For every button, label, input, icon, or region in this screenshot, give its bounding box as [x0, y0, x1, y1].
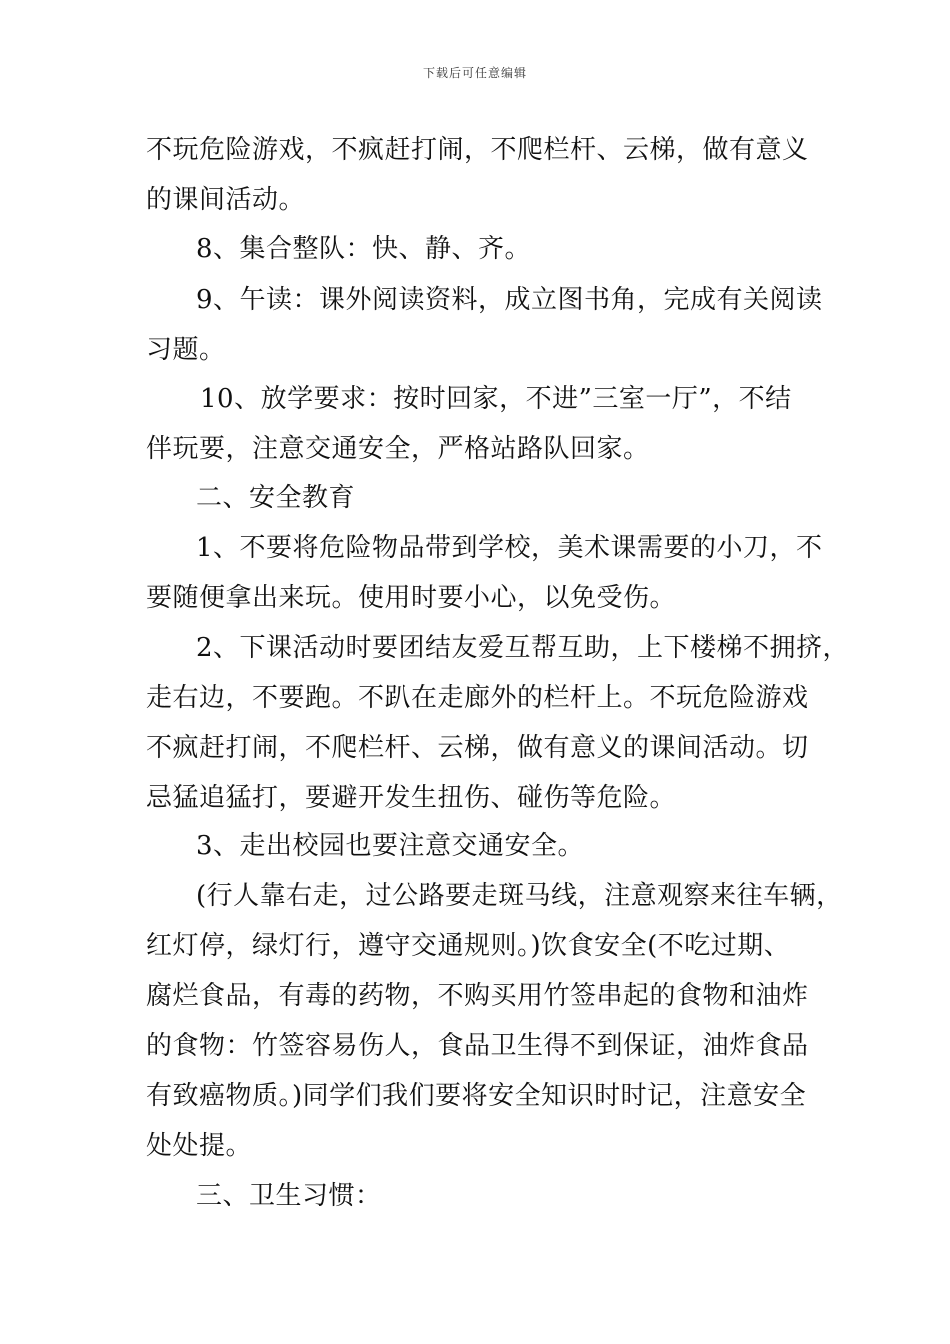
text-line: 忌猛追猛打，要避开发生扭伤、碰伤等危险。 [146, 783, 677, 813]
text-line: (行人靠右走，过公路要走斑马线，注意观察来往车辆， [196, 881, 843, 911]
text-line: 1、不要将危险物品带到学校，美术课需要的小刀，不 [196, 533, 823, 563]
text-line: 不疯赶打闹，不爬栏杆、云梯，做有意义的课间活动。切 [146, 733, 809, 763]
text-line: 处处提。 [146, 1131, 253, 1161]
text-line: 的课间活动。 [146, 185, 306, 215]
text-line: 腐烂食品，有毒的药物，不购买用竹签串起的食物和油炸 [146, 981, 809, 1011]
text-line: 10、放学要求：按时回家，不进”三室一厅”，不结 [200, 384, 792, 414]
text-line: 伴玩要，注意交通安全，严格站路队回家。 [146, 434, 650, 464]
text-line: 2、下课活动时要团结友爱互帮互助，上下楼梯不拥挤， [196, 633, 850, 663]
text-line: 3、走出校园也要注意交通安全。 [196, 831, 585, 861]
section-heading: 三、卫生习惯： [196, 1181, 382, 1211]
text-line: 的食物：竹签容易伤人，食品卫生得不到保证，油炸食品 [146, 1031, 809, 1061]
text-line: 红灯停，绿灯行，遵守交通规则。)饮食安全(不吃过期、 [146, 931, 791, 961]
text-line: 8、集合整队：快、静、齐。 [196, 234, 532, 264]
text-line: 要随便拿出来玩。使用时要小心，以免受伤。 [146, 583, 677, 613]
text-line: 习题。 [146, 335, 226, 365]
text-line: 9、午读：课外阅读资料，成立图书角，完成有关阅读 [196, 285, 823, 315]
text-line: 有致癌物质。)同学们我们要将安全知识时时记，注意安全 [146, 1081, 807, 1111]
page-header-note: 下载后可任意编辑 [422, 66, 527, 80]
text-line: 不玩危险游戏，不疯赶打闹，不爬栏杆、云梯，做有意义 [146, 135, 809, 165]
section-heading: 二、安全教育 [196, 483, 356, 513]
text-line: 走右边，不要跑。不趴在走廊外的栏杆上。不玩危险游戏 [146, 683, 809, 713]
